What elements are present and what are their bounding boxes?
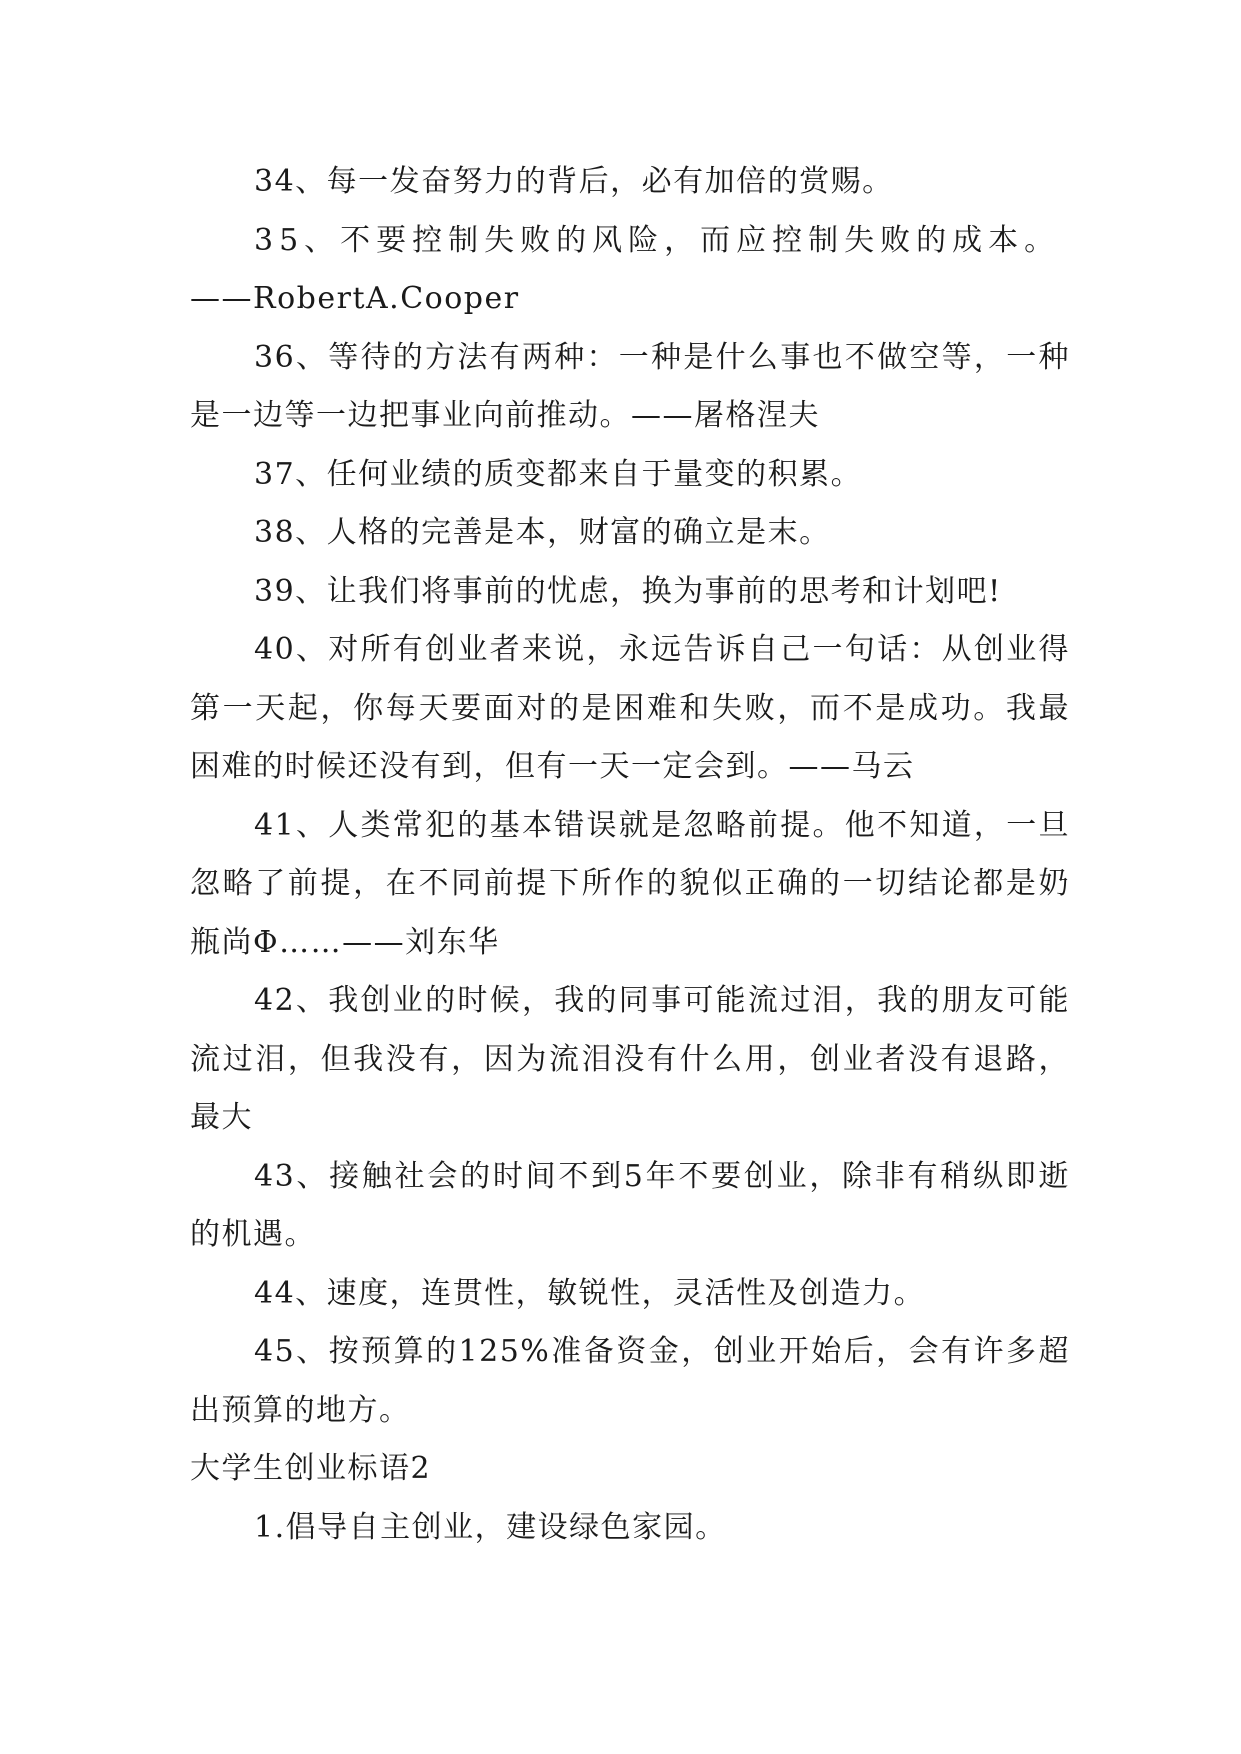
paragraph-35-attribution: ——RobertA.Cooper xyxy=(190,281,520,316)
paragraph-34: 34、每一发奋努力的背后，必有加倍的赏赐。 xyxy=(254,164,894,199)
paragraph-41: 41、人类常犯的基本错误就是忽略前提。他不知道，一旦忽略了前提，在不同前提下所作的貌似正确的一切结论都是奶瓶尚Φ……——刘东华 xyxy=(190,807,1070,960)
paragraph-45: 45、按预算的125%准备资金，创业开始后，会有许多超出预算的地方。 xyxy=(190,1334,1070,1428)
document-body xyxy=(190,153,1070,1557)
section-paragraph-1: 1.倡导自主创业，建设绿色家园。 xyxy=(254,1509,727,1545)
section-heading: 大学生创业标语2 xyxy=(190,1451,432,1486)
paragraph-37: 37、任何业绩的质变都来自于量变的积累。 xyxy=(254,456,863,492)
paragraph-40: 40、对所有创业者来说，永远告诉自己一句话：从创业得第一天起，你每天要面对的是困难和失败，而不是成功。我最困难的时候还没有到，但有一天一定会到。——马云 xyxy=(190,632,1070,784)
paragraph-38: 38、人格的完善是本，财富的确立是末。 xyxy=(254,515,831,550)
paragraph-43: 43、接触社会的时间不到5年不要创业，除非有稍纵即逝的机遇。 xyxy=(190,1158,1070,1252)
paragraph-36: 36、等待的方法有两种：一种是什么事也不做空等，一种是一边等一边把事业向前推动。——屠格涅夫 xyxy=(190,339,1070,433)
paragraph-39: 39、让我们将事前的忧虑，换为事前的思考和计划吧! xyxy=(254,573,1002,609)
paragraph-35: 35、不要控制失败的风险，而应控制失败的成本。 xyxy=(254,222,1061,258)
paragraph-44: 44、速度，连贯性，敏锐性，灵活性及创造力。 xyxy=(254,1275,926,1311)
paragraph-42: 42、我创业的时候，我的同事可能流过泪，我的朋友可能流过泪，但我没有，因为流泪没有什么用，创业者没有退路，最大 xyxy=(190,983,1070,1135)
